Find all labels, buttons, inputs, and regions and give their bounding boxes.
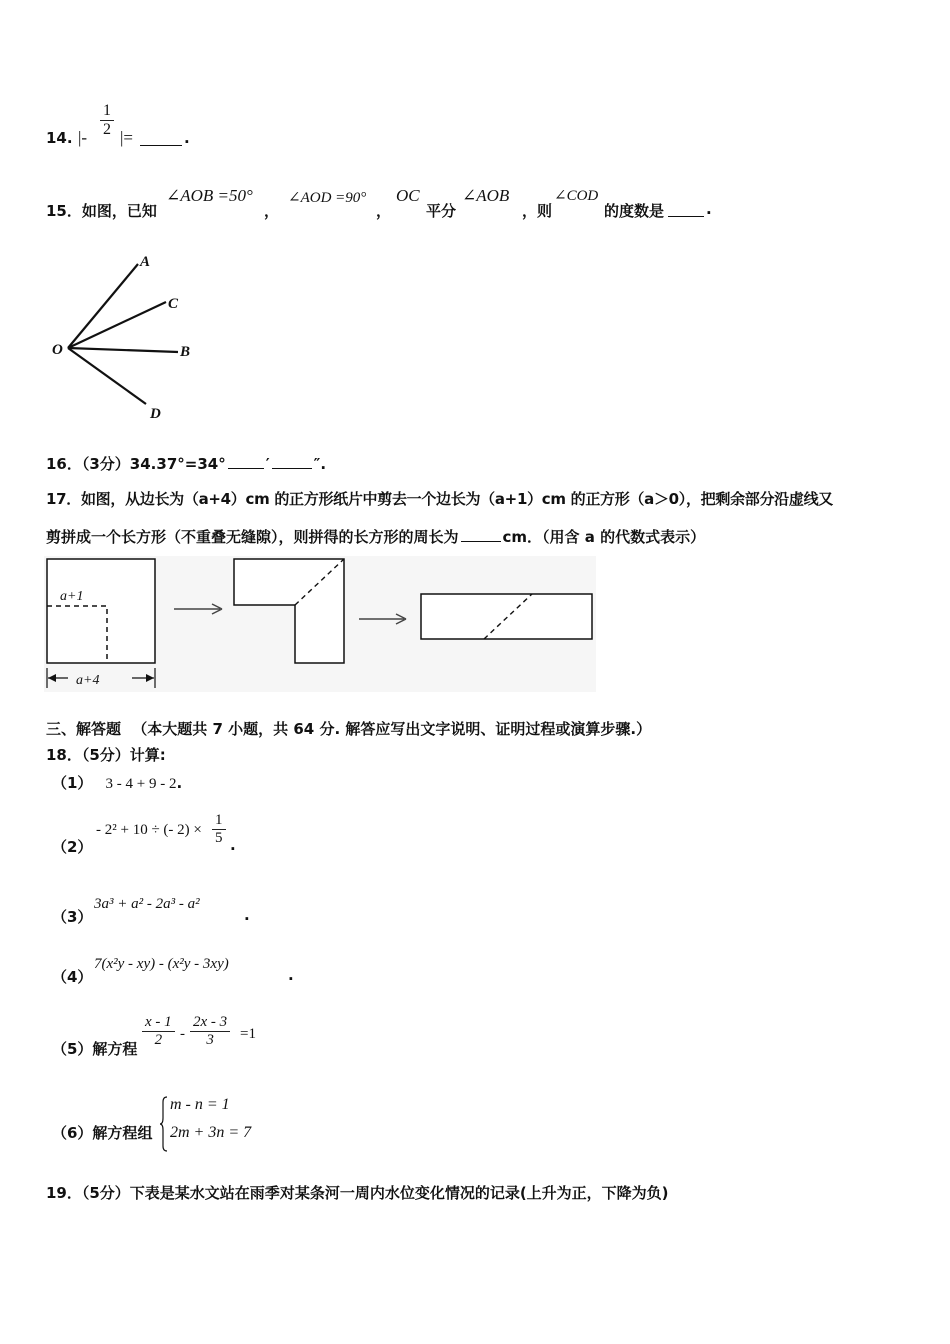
q14-tail: .	[184, 129, 190, 147]
label-a-plus-1: a+1	[60, 589, 84, 604]
q15-angle-cod: ∠COD	[554, 188, 599, 204]
q14-number: 14.	[46, 129, 73, 147]
q16-minute-mark: ′	[265, 455, 270, 473]
question-19: 19．（5分）下表是某水文站在雨季对某条河一周内水位变化情况的记录(上升为正，下降为负)	[46, 1184, 669, 1202]
question-15	[46, 182, 746, 222]
q16-text: 16．（3分）34.37°=34°	[46, 455, 226, 473]
question-16	[46, 453, 326, 474]
ray-oa	[68, 264, 138, 348]
q15-oc: OC	[396, 186, 420, 205]
q17-cut-figure	[44, 556, 596, 692]
q15-angle-aob-2: ∠AOB	[462, 186, 510, 205]
q15-text: 平分	[426, 202, 457, 220]
q15-sep: ，	[376, 202, 392, 220]
section-3-heading: 三、解答题 （本大题共 7 小题，共 64 分. 解答应写出文字说明、证明过程或演算步骤.）	[46, 720, 652, 738]
q15-angle-figure	[48, 248, 208, 428]
q15-angle-aob: ∠AOB =50°	[166, 186, 253, 205]
q16-second-blank[interactable]	[272, 468, 312, 469]
q18-item-1: （1） 3 - 4 + 9 - 2.	[52, 774, 183, 792]
label-b: B	[180, 344, 191, 360]
q15-tail: .	[706, 200, 712, 218]
q14-abs-close: |=	[120, 128, 133, 147]
q15-text: ，则	[522, 202, 553, 220]
q18-item-6: （6）解方程组 m - n = 1 2m + 3n = 7	[52, 1096, 352, 1152]
q16-minute-blank[interactable]	[228, 468, 264, 469]
ray-oc	[68, 302, 166, 348]
q15-angle-aod: ∠AOD =90°	[288, 190, 367, 206]
large-square	[47, 559, 155, 663]
label-a: A	[140, 254, 151, 270]
q16-second-mark: ″.	[313, 455, 327, 473]
label-o: O	[52, 342, 63, 358]
question-17-line-1: 17．如图，从边长为（a+4）cm 的正方形纸片中剪去一个边长为（a+1）cm 的正方形（a＞0），把剩余部分沿虚线又	[46, 490, 833, 508]
q14-fraction: $\frac{1}{2}$	[100, 102, 114, 139]
label-a-plus-4: a+4	[76, 673, 100, 688]
question-18-header: 18．（5分）计算:	[46, 746, 166, 764]
q15-answer-blank[interactable]	[668, 216, 704, 217]
q18-item-5-fraction-2: $\frac{2x - 3}{3}$	[190, 1014, 230, 1049]
system-brace	[160, 1096, 168, 1152]
ray-ob	[68, 348, 178, 352]
q14-answer-blank[interactable]	[140, 145, 182, 146]
q18-item-2-fraction: $\frac{1}{5}$	[212, 812, 226, 847]
q14-abs-open: |-	[78, 128, 88, 147]
q18-item-5-fraction-1: $\frac{x - 1}{2}$	[142, 1014, 175, 1049]
label-d: D	[150, 406, 161, 422]
q15-number: 15．如图，已知	[46, 202, 157, 220]
label-c: C	[168, 296, 179, 312]
question-17-line-2: 剪拼成一个长方形（不重叠无缝隙），则拼得的长方形的周长为 cm．（用含 a 的代数式表示）	[46, 528, 706, 546]
q15-text: 的度数是	[604, 202, 665, 220]
q17-answer-blank[interactable]	[461, 541, 501, 542]
ray-od	[68, 348, 146, 404]
q15-sep: ，	[264, 202, 280, 220]
result-rectangle	[421, 594, 592, 639]
